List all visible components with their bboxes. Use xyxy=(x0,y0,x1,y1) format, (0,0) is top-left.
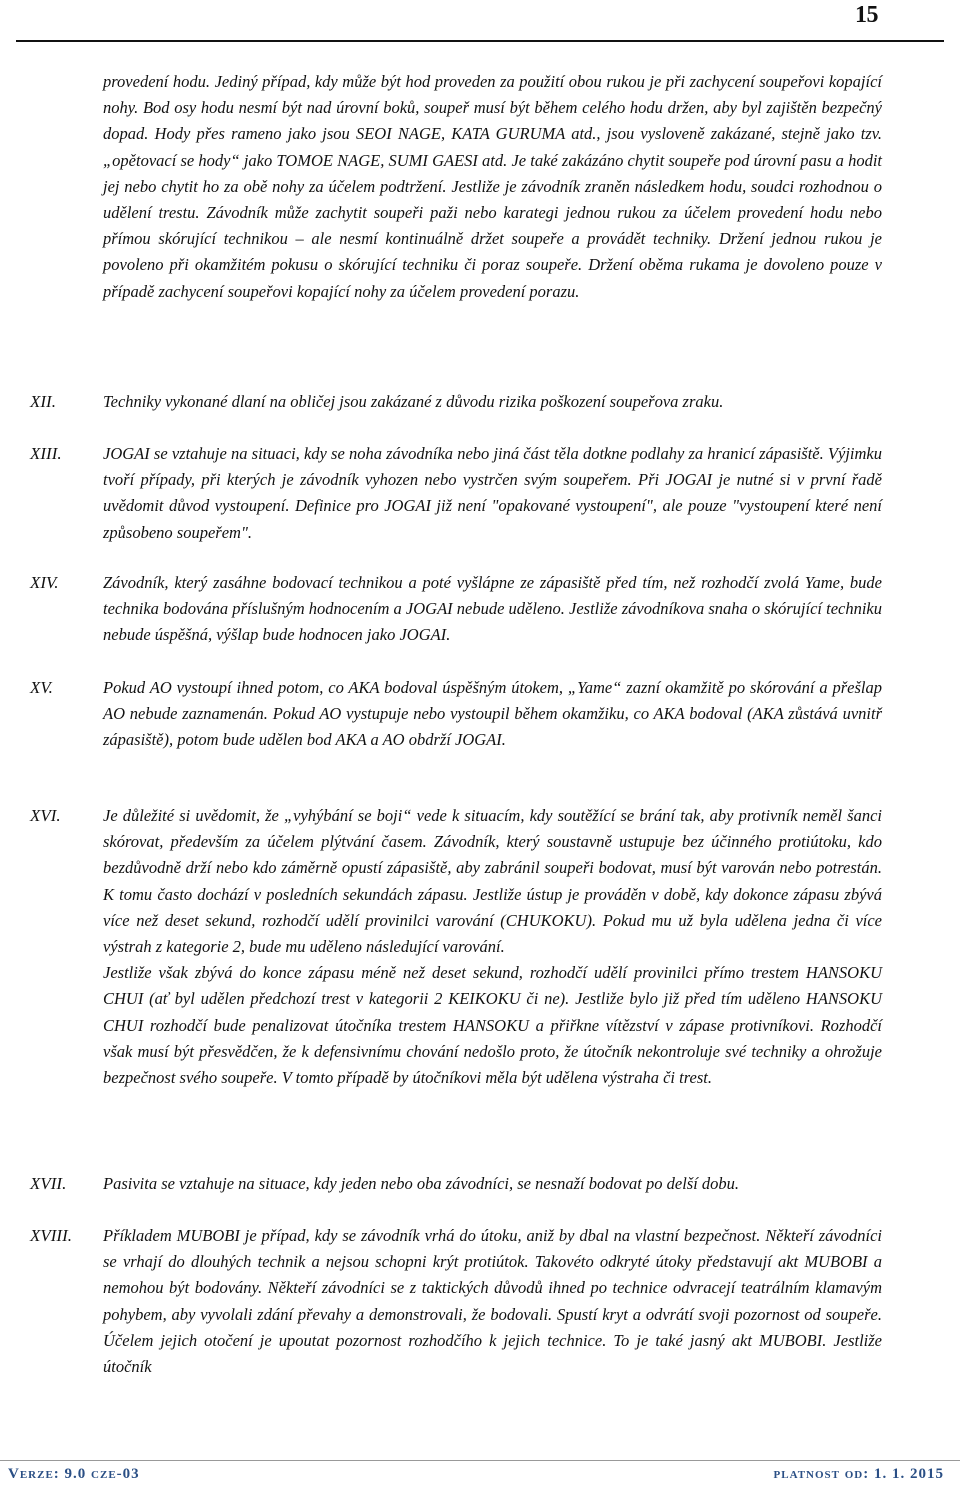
item-number-xiii: XIII. xyxy=(30,444,62,463)
item-paragraph: Závodník, který zasáhne bodovací technikou a poté vyšlápne ze zápasiště před tím, než rozhodčí zvolá Yame, bude technika bodována příslušným hodnocením a JOGAI nebude uděleno. Jestliže závodníkova snaha o skórující techniku nebude úspěšná, výšlap bude hodnocen jako JOGAI. xyxy=(103,573,882,645)
item-number-xvii: XVII. xyxy=(30,1174,67,1193)
item-paragraph: Příkladem MUBOBI je případ, kdy se závodník vrhá do útoku, aniž by dbal na vlastní bezpečnost. Někteří závodníci se vrhají do dlouhých technik a nejsou schopni krýt protiútok. Takovéto odkryté útoky představují akt MUBOBI a nemohou být bodovány. Někteří závodníci se z taktických důvodů ihned po technice odvracejí teatrálním klamavým pohybem, aby vyvolali zdání převahy a demonstrovali, že bodovali. Spustí kryt a odvrátí svoji pozornost od soupeře. Účelem jejich otočení je upoutat pozornost rozhodčího k jejich technice. To je také jasný akt MUBOBI. Jestliže útočník xyxy=(103,1226,882,1377)
item-xiii xyxy=(103,441,882,546)
item-xvi xyxy=(103,803,882,1091)
item-paragraph: Techniky vykonané dlaní na obličej jsou zakázané z důvodu rizika poškození soupeřova zraku. xyxy=(103,392,724,411)
intro-paragraph xyxy=(103,69,882,305)
footer-validity: platnost od: 1. 1. 2015 xyxy=(773,1466,944,1482)
item-number-xviii: XVIII. xyxy=(30,1226,73,1245)
item-number-xii: XII. xyxy=(30,392,56,411)
item-xvii xyxy=(103,1171,882,1197)
item-xv xyxy=(103,675,882,754)
footer-version: Verze: 9.0 cze-03 xyxy=(8,1466,140,1482)
item-paragraph: JOGAI se vztahuje na situaci, kdy se noha závodníka nebo jiná část těla dotkne podlahy za hranicí zápasiště. Výjimku tvoří případy, při kterých je závodník vyhozen nebo vystrčen svým soupeřem. Při JOGAI je nutné si v první řadě uvědomit důvod vystoupení. Definice pro JOGAI již není "opakované vystoupení", ale pouze "vystoupení které není způsobeno soupeřem". xyxy=(103,444,882,542)
item-paragraph: Pokud AO vystoupí ihned potom, co AKA bodoval úspěšným útokem, „Yame“ zazní okamžitě po skórování a přešlap AO nebude zaznamenán. Pokud AO vystupuje nebo vystoupil během okamžiku, co AKA bodoval (AKA zůstává uvnitř zápasiště), potom bude udělen bod AKA a AO obdrží JOGAI. xyxy=(103,678,882,750)
footer-rule xyxy=(0,1460,960,1461)
item-xii xyxy=(103,389,882,415)
item-paragraph: Pasivita se vztahuje na situace, kdy jeden nebo oba závodníci, se nesnaží bodovat po delší dobu. xyxy=(103,1174,740,1193)
item-paragraph: Jestliže však zbývá do konce zápasu méně než deset sekund, rozhodčí udělí provinilci přímo trestem HANSOKU CHUI (ať byl udělen předchozí trest v kategorii 2 KEIKOKU či ne). Jestliže bylo již před tím uděleno HANSOKU CHUI rozhodčí bude penalizovat útočníka trestem HANSOKU a přiřkne vítězství v zápase protivníkovi. Rozhodčí však musí být přesvědčen, že k defensivnímu chování nedošlo proto, že útočník nekontroluje své techniky a ohrožuje bezpečnost svého soupeře. V tomto případě by útočníkovi měla být udělena výstraha či trest. xyxy=(103,963,882,1088)
item-number-xv: XV. xyxy=(30,678,53,697)
header-rule xyxy=(16,40,944,42)
page-number: 15 xyxy=(855,2,878,28)
item-xviii xyxy=(103,1223,882,1380)
item-number-xvi: XVI. xyxy=(30,806,61,825)
item-paragraph: Je důležité si uvědomit, že „vyhýbání se boji“ vede k situacím, kdy soutěžící se brání tak, aby protivník neměl šanci skórovat, především za účelem plýtvání časem. Závodník, který soustavně ustupuje bez účinného protiútoku, kdo bezdůvodně drží nebo kdo záměrně opustí zápasiště, aby zabránil soupeři bodovat, musí být varován nebo potrestán. K tomu často dochází v posledních sekundách zápasu. Jestliže ústup je prováděn v době, kdy dokonce zápasu zbývá více než deset sekund, rozhodčí udělí provinilci varování (CHUKOKU). Pokud mu už byla udělena jedna či více výstrah z kategorie 2, bude mu uděleno následující varování. xyxy=(103,806,882,957)
item-number-xiv: XIV. xyxy=(30,573,59,592)
intro-text: provedení hodu. Jediný případ, kdy může být hod proveden za použití obou rukou je při zachycení soupeřovi kopající nohy. Bod osy hodu nesmí být nad úrovní boků, soupeř musí být během celého hodu držen, aby byl zajištěn bezpečný dopad. Hody přes rameno jako jsou SEOI NAGE, KATA GURUMA atd., jsou vysloveně zakázané, stejně jako tzv. „opětovací se hody“ jako TOMOE NAGE, SUMI GAESI atd. Je také zakázáno chytit soupeře pod úrovní pasu a hodit jej nebo chytit ho za obě nohy za účelem podtržení. Jestliže je závodník zraněn následkem hodu, soudci rozhodnou o udělení trestu. Závodník může zachytit soupeři paži nebo karategi jednou rukou za účelem provedení hodu nebo přímou skórující technikou – ale nesmí kontinuálně držet soupeře a provádět techniky. Držení jednou rukou je povoleno při okamžitém pokusu o skórující techniku či poraz soupeře. Držení oběma rukama je dovoleno pouze v případě zachycení soupeřovi kopající nohy za účelem provedení porazu. xyxy=(103,72,882,301)
item-xiv xyxy=(103,570,882,649)
